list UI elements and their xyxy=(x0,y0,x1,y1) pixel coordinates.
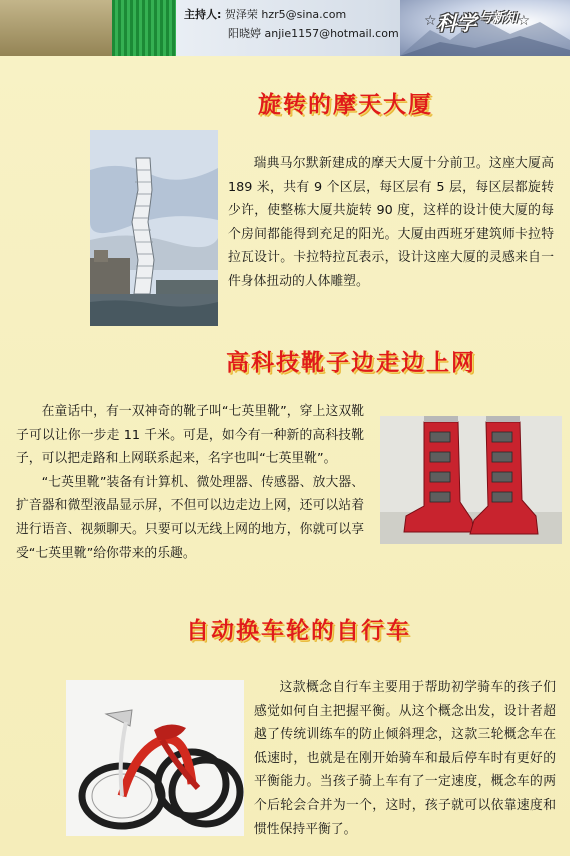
host-email: anjie1157@hotmail.com xyxy=(264,27,399,40)
column-brand xyxy=(424,8,530,34)
host-email: hzr5@sina.com xyxy=(261,8,347,21)
article-title: 高科技靴子边走边上网 xyxy=(226,350,476,376)
header-photo-strip xyxy=(0,0,112,56)
brand-main: 科学 xyxy=(436,10,477,35)
host-name: 阳晓婷 xyxy=(228,27,261,40)
brand-rest: 与新知 xyxy=(478,10,518,26)
twisting-skyscraper-photo xyxy=(90,130,218,326)
paragraph: 瑞典马尔默新建成的摩天大厦十分前卫。这座大厦高 189 米，共有 9 个区层，每区层有 5 层，每区层都旋转少许，使整栋大厦共旋转 90 度，这样的设计使大厦的每个房间都能得到充足的阳光。大厦由西班牙建筑师卡拉特拉瓦设计。卡拉特拉瓦表示，设计这座大厦的灵感来自一件身体扭动的人体雕塑。 xyxy=(228,156,554,289)
host-name: 贺泽荣 xyxy=(224,8,258,21)
article-body xyxy=(254,676,556,841)
paragraph: 在童话中，有一双神奇的靴子叫“七英里靴”，穿上这双靴子可以让你一步走 11 千米。可是，如今有一种新的高科技靴子，可以把走路和上网联系起来，名字也叫“七英里靴”。 xyxy=(16,404,364,467)
article-title: 旋转的摩天大厦 xyxy=(258,92,433,118)
paragraph: 这款概念自行车主要用于帮助初学骑车的孩子们感觉如何自主把握平衡。从这个概念出发，设计者超越了传统训练车的防止倾斜理念，这款三轮概念车在低速时，也就是在刚开始骑车和最后停车时有更好的平衡能力。当孩子骑上车有了一定速度，概念车的两个后轮会合并为一个，这时，孩子就可以依靠速度和惯性保持平衡了。 xyxy=(254,680,556,837)
article-body xyxy=(228,152,554,294)
star-icon: ☆ xyxy=(424,13,437,29)
page-header xyxy=(0,0,570,60)
header-green-bar xyxy=(112,0,176,56)
red-tech-boots-photo xyxy=(380,416,562,544)
host-label: 主持人: xyxy=(184,8,222,21)
host-line-2 xyxy=(228,25,399,41)
paragraph: “七英里靴”装备有计算机、微处理器、传感器、放大器、扩音器和微型液晶显示屏，不但可以边走边上网，还可以站着进行语音、视频聊天。只要可以无线上网的地方，你就可以享受“七英里靴”给你带来的乐趣。 xyxy=(16,474,364,561)
article-title: 自动换车轮的自行车 xyxy=(186,618,411,644)
article-body xyxy=(16,400,364,565)
concept-tricycle-photo xyxy=(66,680,244,836)
host-line-1 xyxy=(184,6,346,22)
star-icon: ☆ xyxy=(517,13,531,29)
